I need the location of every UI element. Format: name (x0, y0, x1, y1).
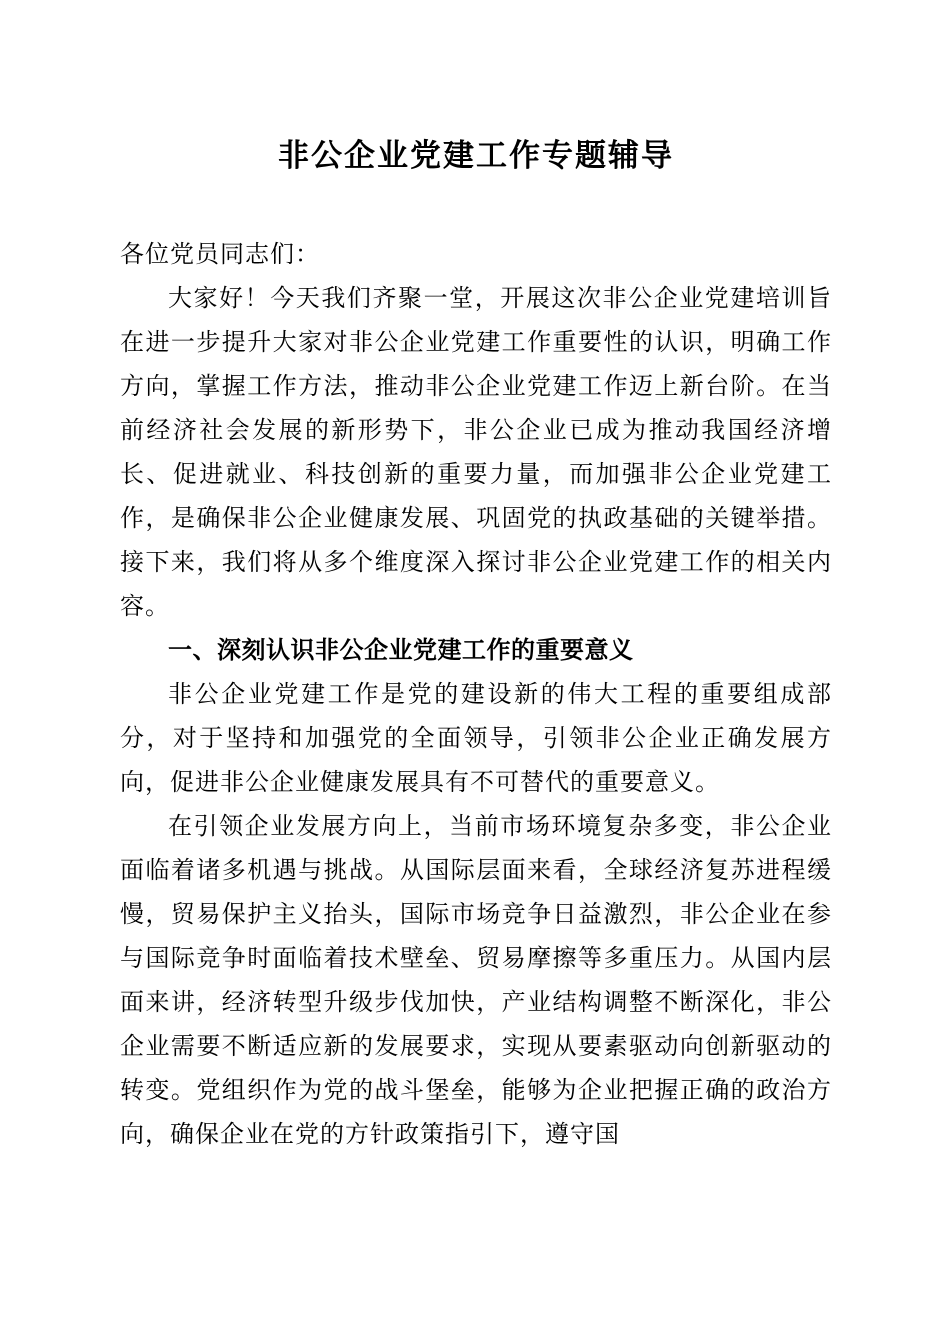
document-title: 非公企业党建工作专题辅导 (278, 138, 674, 173)
paragraph-significance: 非公企业党建工作是党的建设新的伟大工程的重要组成部分，对于坚持和加强党的全面领导，引领非公企业正确发展方向，促进非公企业健康发展具有不可替代的重要意义。 (120, 682, 832, 796)
paragraph-introduction: 大家好！今天我们齐聚一堂，开展这次非公企业党建培训旨在进一步提升大家对非公企业党建工作重要性的认识，明确工作方向，掌握工作方法，推动非公企业党建工作迈上新台阶。在当前经济社会发展的新形势下，非公企业已成为推动我国经济增长、促进就业、科技创新的重要力量，而加强非公企业党建工作，是确保非公企业健康发展、巩固党的执政基础的关键举措。接下来，我们将从多个维度深入探讨非公企业党建工作的相关内容。 (120, 286, 832, 620)
salutation-line: 各位党员同志们： (120, 242, 320, 268)
section-heading-1: 一、深刻认识非公企业党建工作的重要意义 (168, 637, 634, 664)
paragraph-development-direction: 在引领企业发展方向上，当前市场环境复杂多变，非公企业面临着诸多机遇与挑战。从国际层面来看，全球经济复苏进程缓慢，贸易保护主义抬头，国际市场竞争日益激烈，非公企业在参与国际竞争时面临着技术壁垒、贸易摩擦等多重压力。从国内层面来讲，经济转型升级步伐加快，产业结构调整不断深化，非公企业需要不断适应新的发展要求，实现从要素驱动向创新驱动的转变。党组织作为党的战斗堡垒，能够为企业把握正确的政治方向，确保企业在党的方针政策指引下，遵守国 (120, 814, 832, 1148)
